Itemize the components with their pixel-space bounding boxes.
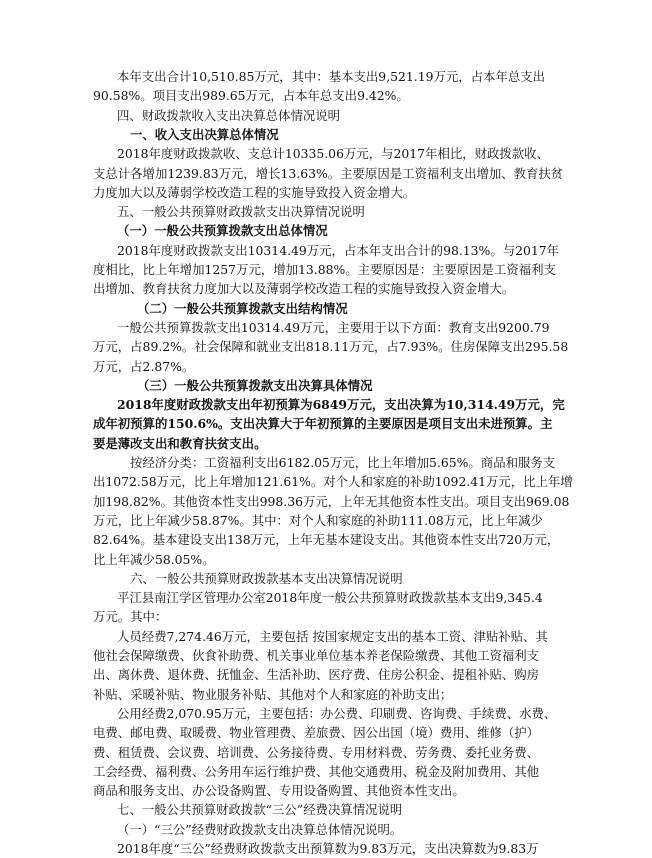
text-line: 工会经费、福利费、公务用车运行维护费、其他交通费用、税金及附加费用、其他 bbox=[93, 763, 540, 779]
section-heading: 七、一般公共预算财政拨款“三公”经费决算情况说明 bbox=[117, 802, 403, 818]
text-line: 万元，占89.2%。社会保障和就业支出818.11万元，占7.93%。住房保障支出295.58 bbox=[93, 339, 569, 355]
text-line: 万元，比上年减少58.87%。其中：对个人和家庭的补助111.08万元，比上年减少 bbox=[93, 512, 543, 528]
text-line: 万元，占2.87%。 bbox=[93, 358, 195, 374]
subsection-heading: 一、收入支出决算总体情况 bbox=[130, 126, 279, 142]
subsection-heading: （三）一般公共预算拨款支出决算具体情况 bbox=[137, 377, 373, 393]
text-line: 补贴、采暖补贴、物业服务补贴、其他对个人和家庭的补助支出； bbox=[93, 686, 453, 702]
text-line: 出、离休费、退休费、抚恤金、生活补助、医疗费、住房公积金、提租补贴、购房 bbox=[93, 667, 540, 683]
bold-text-line: 成年初预算的150.6%。支出决算大于年初预算的主要原因是项目支出未进预算。主 bbox=[93, 416, 553, 432]
bold-text-line: 2018年度财政拨款支出年初预算为6849万元，支出决算为10,314.49万元，完 bbox=[117, 397, 565, 413]
text-line: 比上年减少58.05%。 bbox=[93, 551, 215, 567]
text-line: 2018年度财政拨款收、支总计10335.06万元，与2017年相比，财政拨款收、 bbox=[117, 146, 549, 162]
section-heading: 五、一般公共预算财政拨款支出决算情况说明 bbox=[117, 204, 365, 220]
section-heading: 四、财政拨款收入支出决算总体情况说明 bbox=[117, 107, 341, 123]
text-line: 出1072.58万元，比上年增加121.61%。对个人和家庭的补助1092.41万元，比上年增 bbox=[93, 474, 573, 490]
text-line: 82.64%。基本建设支出138万元，上年无基本建设支出。其他资本性支出720万元， bbox=[93, 532, 560, 548]
subsection-heading: （一）一般公共预算拨款支出总体情况 bbox=[117, 223, 328, 239]
text-line: 人员经费7,274.46万元，主要包括 按国家规定支出的基本工资、津贴补贴、其 bbox=[117, 628, 548, 644]
text-line: 电费、邮电费、取暖费、物业管理费、差旅费、因公出国（境）费用、维修（护） bbox=[93, 725, 540, 741]
text-line: 费、租赁费、会议费、培训费、公务接待费、专用材料费、劳务费、委托业务费、 bbox=[93, 744, 540, 760]
bold-text-line: 要是薄改支出和教育扶贫支出。 bbox=[93, 435, 267, 451]
text-line: 商品和服务支出、办公设备购置、专用设备购置、其他资本性支出。 bbox=[93, 783, 465, 799]
subsection-heading: （二）一般公共预算拨款支出结构情况 bbox=[137, 300, 348, 316]
text-line: 90.58%。项目支出989.65万元，占本年总支出9.42%。 bbox=[93, 88, 409, 104]
text-line: 支总计各增加1239.83万元，增长13.63%。主要原因是工资福利支出增加、教育扶贫 bbox=[93, 165, 564, 181]
text-line: 加198.82%。其他资本性支出998.36万元，上年无其他资本性支出。项目支出969.08 bbox=[93, 493, 570, 509]
text-line: 一般公共预算拨款支出10314.49万元，主要用于以下方面：教育支出9200.79 bbox=[117, 319, 550, 335]
text-line: （一）“三公”经费财政拨款支出决算总体情况说明。 bbox=[117, 821, 403, 837]
text-line: 本年支出合计10,510.85万元，其中：基本支出9,521.19万元，占本年总支出 bbox=[117, 69, 546, 84]
text-line: 2018年度财政拨款支出10314.49万元，占本年支出合计的98.13%。与2017年 bbox=[117, 242, 560, 258]
text-line: 出增加、教育扶贫力度加大以及薄弱学校改造工程的实施导致投入资金增大。 bbox=[93, 281, 515, 297]
section-heading: 六、一般公共预算财政拨款基本支出决算情况说明 bbox=[130, 570, 403, 586]
text-line: 平江县南江学区管理办公室2018年度一般公共预算财政拨款基本支出9,345.4 bbox=[117, 590, 543, 606]
text-line: 万元。其中： bbox=[93, 609, 168, 625]
text-line: 公用经费2,070.95万元，主要包括：办公费、印刷费、咨询费、手续费、水费、 bbox=[117, 705, 557, 721]
text-line: 按经济分类：工资福利支出6182.05万元，比上年增加5.65%。商品和服务支 bbox=[130, 455, 556, 470]
text-line: 力度加大以及薄弱学校改造工程的实施导致投入资金增大。 bbox=[93, 184, 416, 200]
text-line: 他社会保障缴费、伙食补助费、机关事业单位基本养老保险缴费、其他工资福利支 bbox=[93, 648, 540, 663]
text-line: 度相比，比上年增加1257万元，增加13.88%。主要原因是：主要原因是工资福利支 bbox=[93, 262, 556, 277]
text-line: 2018年度“三公”经费财政拨款支出预算数为9.83万元，支出决算数为9.83万 bbox=[117, 841, 539, 856]
